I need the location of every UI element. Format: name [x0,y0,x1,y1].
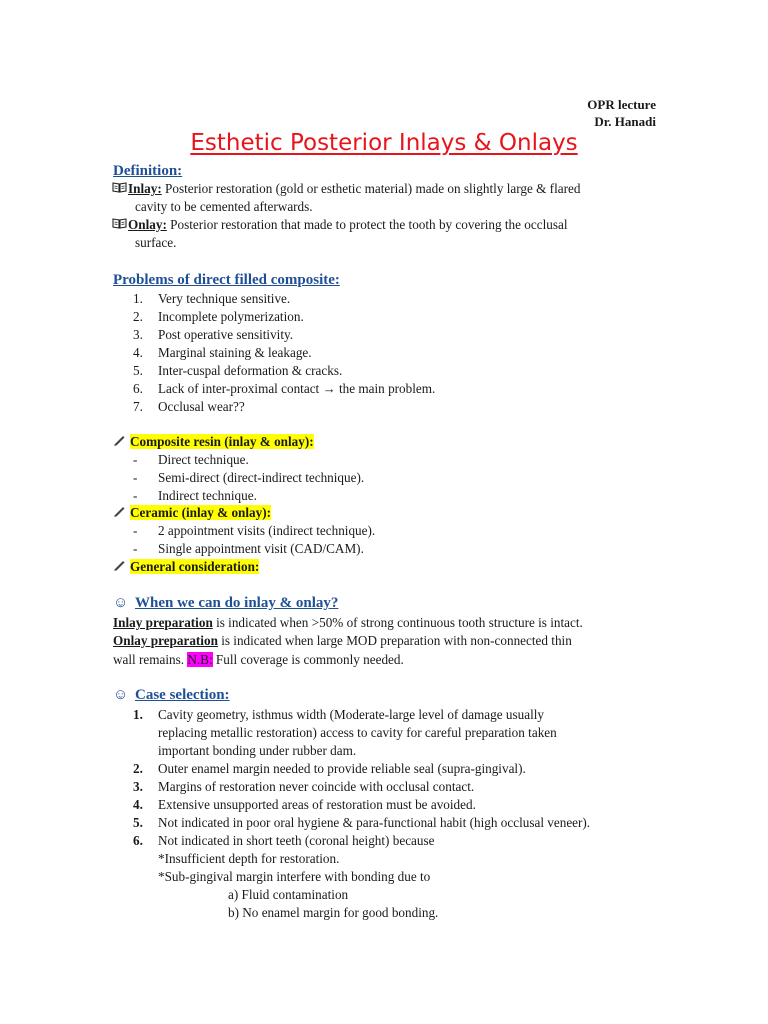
definition-onlay [113,216,653,252]
header-lecture: OPR lecture [587,97,656,112]
onlay-definition-line1: Posterior restoration that made to protect the tooth by covering the occlusal [166,217,568,232]
onlay-term: Onlay: [128,217,167,232]
inlay-definition-line2: cavity to be cemented afterwards. [135,199,313,214]
onlay-definition-line2: surface. [135,235,177,250]
smiley-face-icon: ☺ [113,687,129,703]
pen-icon [113,433,130,451]
problems-heading: Problems of direct filled composite: [113,272,340,288]
smiley-face-icon: ☺ [113,595,129,611]
pen-icon [113,558,130,576]
general-heading: General consideration: [130,559,260,574]
inlay-definition-line1: Posterior restoration (gold or esthetic material) made on slightly large & flared [161,181,581,196]
inlay-term: Inlay: [128,181,162,196]
ceramic-heading-row [113,504,271,522]
definition-heading: Definition: [113,163,183,179]
pen-icon [113,504,130,522]
sub-item-a: a) Fluid contamination [228,887,349,902]
when-heading-row [113,594,338,612]
general-heading-row [113,558,259,576]
onlay-preparation-text: Onlay preparation is indicated when large MOD preparation with non-connected thin [113,633,572,648]
header-author: Dr. Hanadi [594,114,656,129]
when-heading: When we can do inlay & onlay? [135,595,339,611]
page-title: Esthetic Posterior Inlays & Onlays [190,130,578,156]
inlay-preparation-text: Inlay preparation is indicated when >50% of strong continuous tooth structure is intact. [113,615,583,630]
ceramic-heading: Ceramic (inlay & onlay): [130,505,272,520]
composite-heading-row [113,433,314,451]
case-heading: Case selection: [135,687,230,703]
onlay-preparation-line2: wall remains. N.B: Full coverage is commonly needed. [113,652,404,667]
case-heading-row [113,686,230,704]
open-book-icon [112,180,128,198]
open-book-icon [112,216,128,234]
nb-badge: N.B: [187,652,213,667]
composite-heading: Composite resin (inlay & onlay): [130,434,314,449]
sub-item-b: b) No enamel margin for good bonding. [228,905,439,920]
definition-inlay [113,180,653,216]
